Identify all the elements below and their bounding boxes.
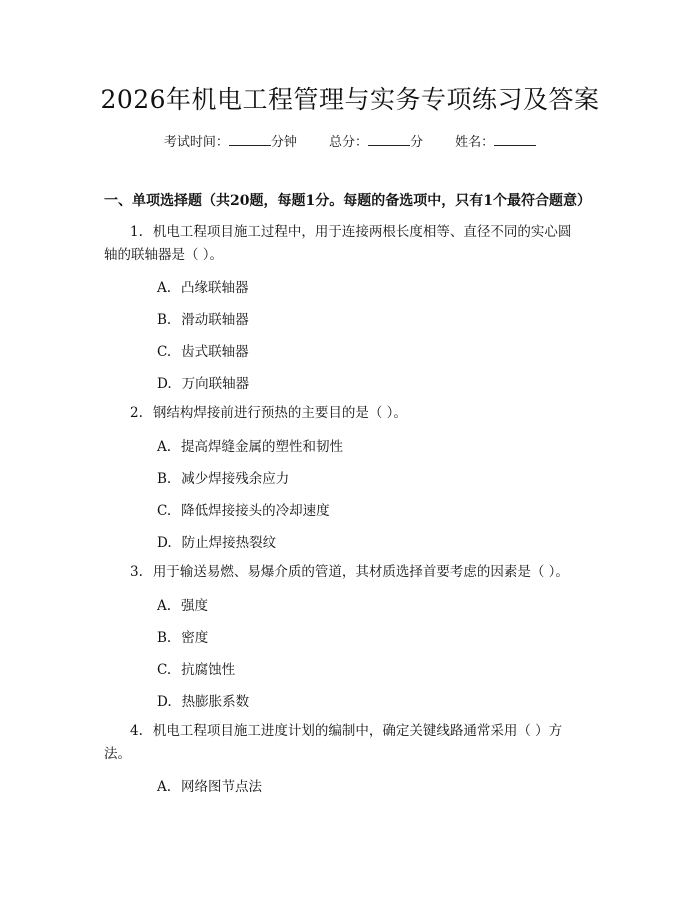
option-letter: C. [157, 503, 172, 519]
option-letter: A. [157, 280, 172, 296]
option-text: 万向联轴器 [181, 376, 250, 392]
option-2d [157, 531, 276, 551]
option-text: 提高焊缝金属的塑性和韧性 [181, 439, 344, 455]
option-letter: B. [157, 312, 172, 328]
section-heading: 一、单项选择题（共20题，每题1分。每题的备选项中，只有1个最符合题意） [104, 193, 591, 209]
option-4a [157, 775, 262, 795]
option-3b [157, 626, 208, 646]
option-letter: A. [157, 779, 172, 795]
exam-time-unit: 分钟 [270, 135, 297, 150]
option-letter: B. [157, 630, 172, 646]
question-number: 2. [130, 405, 143, 421]
exam-name-label: 姓名： [455, 135, 495, 150]
option-3c [157, 658, 235, 678]
exam-score-unit: 分 [410, 135, 424, 150]
question-number: 4. [130, 723, 143, 739]
exam-name [455, 135, 536, 150]
option-2b [157, 467, 289, 487]
option-text: 防止焊接热裂纹 [181, 535, 277, 551]
option-text: 密度 [181, 630, 209, 646]
exam-time-blank[interactable] [229, 133, 271, 146]
question-number: 1. [130, 224, 143, 240]
question-3 [104, 561, 584, 584]
option-2c [157, 499, 330, 519]
exam-score-label: 总分： [328, 135, 368, 150]
option-text: 网络图节点法 [181, 779, 263, 795]
exam-score-blank[interactable] [368, 133, 410, 146]
option-text: 齿式联轴器 [181, 344, 249, 360]
option-1b [157, 308, 249, 328]
exam-meta [0, 131, 700, 150]
option-3a [157, 594, 208, 614]
question-4 [104, 720, 584, 766]
question-1 [104, 221, 584, 267]
option-text: 热膨胀系数 [181, 694, 250, 710]
question-2 [104, 402, 584, 425]
exam-score [329, 135, 427, 150]
option-letter: D. [157, 694, 172, 710]
option-text: 减少焊接残余应力 [181, 471, 290, 487]
question-text: 机电工程项目施工进度计划的编制中，确定关键线路通常采用（ ）方法。 [104, 723, 563, 762]
option-3d [157, 690, 249, 710]
question-text: 用于输送易燃、易爆介质的管道，其材质选择首要考虑的因素是（ ）。 [152, 564, 569, 580]
exam-time [164, 135, 301, 150]
exam-time-label: 考试时间： [163, 135, 229, 150]
option-letter: D. [157, 535, 172, 551]
question-text: 机电工程项目施工过程中，用于连接两根长度相等、直径不同的实心圆轴的联轴器是（ ）。 [104, 224, 572, 263]
question-number: 3. [130, 564, 143, 580]
option-text: 强度 [181, 598, 209, 614]
option-text: 滑动联轴器 [181, 312, 249, 328]
option-letter: B. [157, 471, 172, 487]
option-letter: A. [157, 598, 172, 614]
exam-name-blank[interactable] [494, 133, 536, 146]
option-1a [157, 276, 249, 296]
question-text: 钢结构焊接前进行预热的主要目的是（ ）。 [152, 405, 407, 421]
option-letter: C. [157, 344, 172, 360]
option-text: 抗腐蚀性 [181, 662, 236, 678]
option-letter: A. [157, 439, 172, 455]
document-title: 2026年机电工程管理与实务专项练习及答案 [100, 85, 600, 114]
option-1d [157, 372, 249, 392]
option-letter: C. [157, 662, 172, 678]
option-letter: D. [157, 376, 172, 392]
option-2a [157, 435, 343, 455]
option-1c [157, 340, 249, 360]
option-text: 降低焊接接头的冷却速度 [181, 503, 330, 519]
option-text: 凸缘联轴器 [181, 280, 249, 296]
